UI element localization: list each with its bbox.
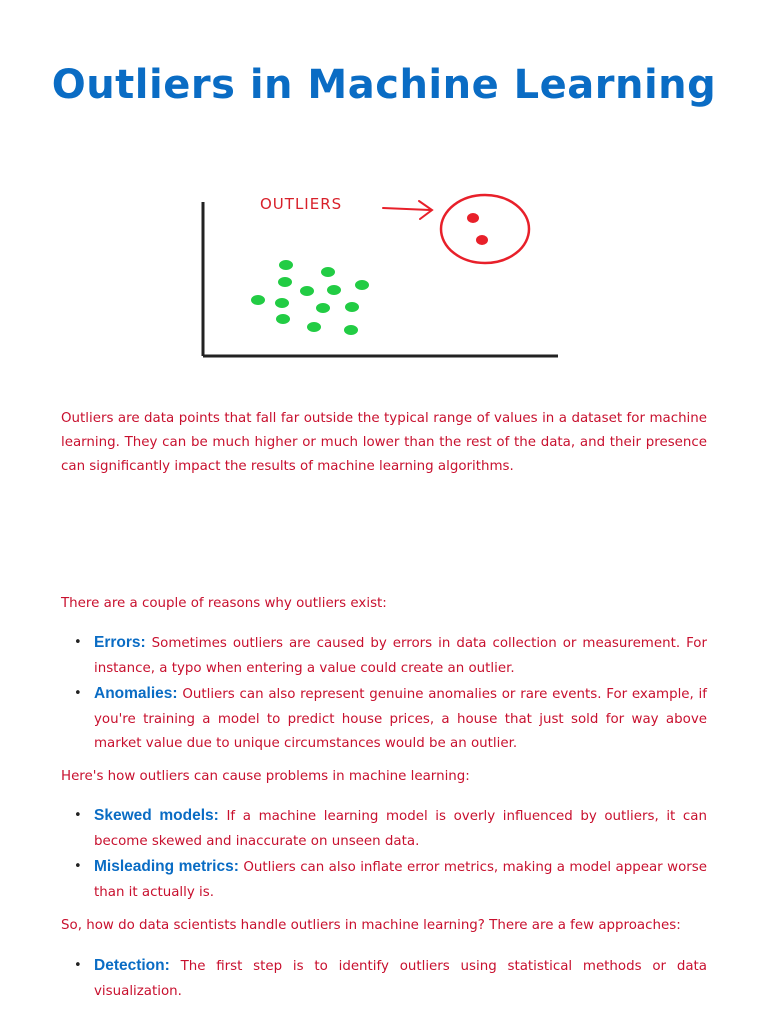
outlier-point (467, 213, 479, 223)
bullet-icon: • (74, 686, 82, 701)
bullet-icon: • (74, 958, 82, 973)
bullet-icon: • (74, 808, 82, 823)
list-item-term: Errors: (94, 634, 146, 651)
reasons-intro: There are a couple of reasons why outliers exist: (61, 596, 387, 611)
reasons-list (61, 631, 707, 758)
list-item (61, 682, 707, 757)
list-item-text: Outliers can also inflate error metrics, making a model appear worse than it actually is. (94, 860, 707, 900)
inlier-point (321, 267, 335, 277)
outliers-illustration (190, 180, 570, 370)
list-item (61, 855, 707, 905)
problems-intro: Here's how outliers can cause problems in machine learning: (61, 769, 470, 784)
approaches-list (61, 954, 707, 1005)
list-item-text: If a machine learning model is overly influenced by outliers, it can become skewed and inaccurate on unseen data. (94, 809, 707, 849)
list-item-term: Skewed models: (94, 807, 219, 824)
list-item-text: The first step is to identify outliers using statistical methods or data visualization. (94, 959, 707, 999)
inlier-point (327, 285, 341, 295)
list-item-term: Detection: (94, 957, 170, 974)
outlier-circle (441, 195, 529, 263)
list-item (61, 631, 707, 681)
list-item-term: Misleading metrics: (94, 858, 239, 875)
inlier-point (345, 302, 359, 312)
problems-list (61, 804, 707, 906)
inlier-cluster (251, 260, 369, 335)
intro-paragraph: Outliers are data points that fall far outside the typical range of values in a dataset for machine learning. They can be much higher or much lower than the rest of the data, and their presence can significantly impact the results of machine learning algorithms. (61, 411, 707, 474)
inlier-point (316, 303, 330, 313)
bullet-icon: • (74, 635, 82, 650)
list-item (61, 954, 707, 1004)
inlier-point (276, 314, 290, 324)
inlier-point (279, 260, 293, 270)
arrow-icon (383, 201, 432, 219)
list-item-text: Outliers can also represent genuine anomalies or rare events. For example, if you're training a model to predict house prices, a house that just sold for way above market value due to unique circumstances would be an outlier. (94, 687, 707, 751)
inlier-point (300, 286, 314, 296)
inlier-point (307, 322, 321, 332)
inlier-point (251, 295, 265, 305)
outliers-label: OUTLIERS (260, 195, 343, 213)
bullet-icon: • (74, 859, 82, 874)
list-item-term: Anomalies: (94, 685, 178, 702)
inlier-point (344, 325, 358, 335)
inlier-point (275, 298, 289, 308)
page-title: Outliers in Machine Learning (51, 62, 717, 108)
list-item-text: Sometimes outliers are caused by errors in data collection or measurement. For instance, a typo when entering a value could create an outlier. (94, 636, 707, 676)
approaches-intro: So, how do data scientists handle outliers in machine learning? There are a few approaches: (61, 918, 681, 933)
outlier-point (476, 235, 488, 245)
inlier-point (278, 277, 292, 287)
inlier-point (355, 280, 369, 290)
scatter-sketch (190, 180, 570, 370)
list-item (61, 804, 707, 854)
